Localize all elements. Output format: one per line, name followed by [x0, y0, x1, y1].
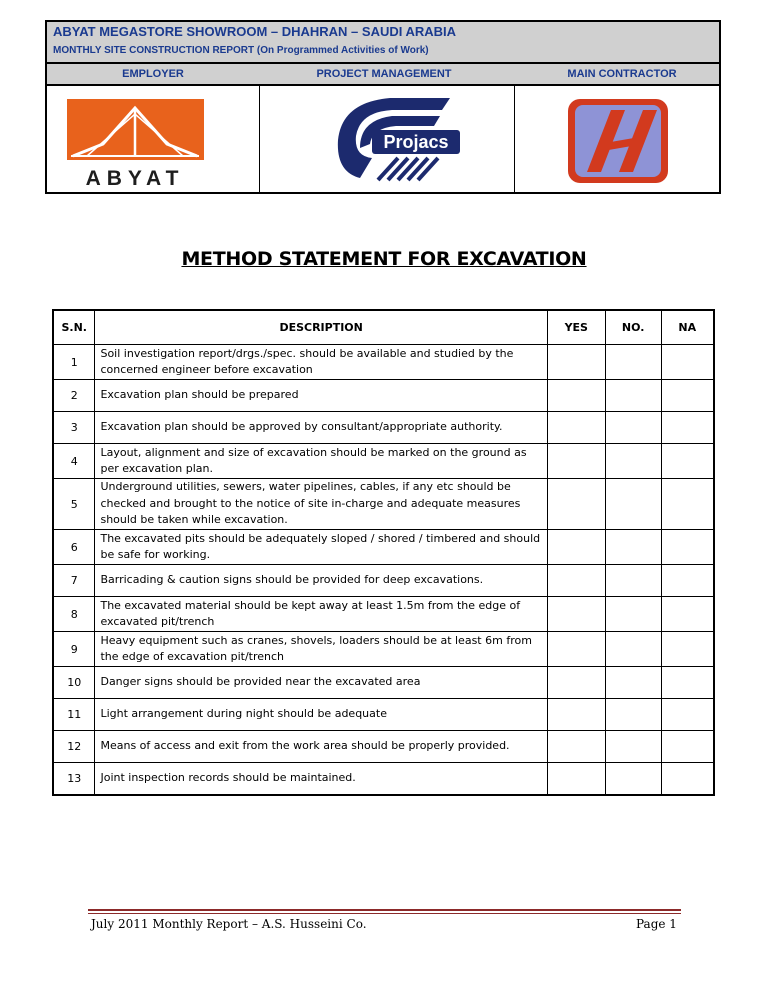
- row-number: 5: [53, 479, 95, 530]
- report-header: [45, 20, 721, 194]
- table-row: [53, 763, 714, 795]
- footer-rule: [88, 909, 681, 911]
- yes-cell[interactable]: [547, 479, 605, 530]
- table-row: [53, 731, 714, 763]
- na-cell[interactable]: [661, 763, 714, 795]
- yes-cell[interactable]: [547, 667, 605, 699]
- yes-cell[interactable]: [547, 412, 605, 444]
- table-row: [53, 699, 714, 731]
- row-description: Underground utilities, sewers, water pipelines, cables, if any etc should be checked and brought to the notice of site in-charge and adequate measures should be taken while excavation.: [95, 479, 547, 530]
- row-description: Excavation plan should be approved by consultant/appropriate authority.: [95, 412, 547, 444]
- table-row: [53, 667, 714, 699]
- table-row: [53, 380, 714, 412]
- no-cell[interactable]: [605, 412, 661, 444]
- checklist-table: [52, 309, 715, 796]
- no-cell[interactable]: [605, 345, 661, 380]
- col-header-no: NO.: [605, 310, 661, 345]
- row-number: 12: [53, 731, 95, 763]
- na-cell[interactable]: [661, 380, 714, 412]
- table-row: [53, 412, 714, 444]
- na-cell[interactable]: [661, 699, 714, 731]
- row-description: Light arrangement during night should be adequate: [95, 699, 547, 731]
- yes-cell[interactable]: [547, 565, 605, 597]
- na-cell[interactable]: [661, 530, 714, 565]
- row-number: 10: [53, 667, 95, 699]
- row-number: 2: [53, 380, 95, 412]
- header-roles-band: [47, 64, 719, 86]
- document-title: METHOD STATEMENT FOR EXCAVATION: [181, 248, 587, 270]
- header-title-band: [47, 22, 719, 64]
- table-header-row: [53, 310, 714, 345]
- row-description: Joint inspection records should be maintained.: [95, 763, 547, 795]
- na-cell[interactable]: [661, 479, 714, 530]
- row-number: 1: [53, 345, 95, 380]
- role-main-contractor: MAIN CONTRACTOR: [567, 68, 677, 80]
- row-number: 11: [53, 699, 95, 731]
- employer-logo-cell: [47, 86, 259, 192]
- contractor-logo-cell: [515, 86, 719, 192]
- row-number: 9: [53, 632, 95, 667]
- na-cell[interactable]: [661, 444, 714, 479]
- no-cell[interactable]: [605, 699, 661, 731]
- abyat-wordmark: ABYAT: [85, 167, 185, 190]
- page-number: Page 1: [636, 917, 677, 931]
- table-row: [53, 565, 714, 597]
- table-row: [53, 479, 714, 530]
- row-description: Barricading & caution signs should be provided for deep excavations.: [95, 565, 547, 597]
- row-number: 7: [53, 565, 95, 597]
- na-cell[interactable]: [661, 565, 714, 597]
- row-description: Layout, alignment and size of excavation should be marked on the ground as per excavation plan.: [95, 444, 547, 479]
- table-row: [53, 444, 714, 479]
- no-cell[interactable]: [605, 530, 661, 565]
- yes-cell[interactable]: [547, 731, 605, 763]
- table-row: [53, 530, 714, 565]
- no-cell[interactable]: [605, 380, 661, 412]
- projacs-wordmark: Projacs: [383, 132, 449, 152]
- report-subtitle: MONTHLY SITE CONSTRUCTION REPORT (On Programmed Activities of Work): [53, 45, 429, 56]
- footer-rule: [88, 913, 681, 914]
- col-header-description: DESCRIPTION: [95, 310, 547, 345]
- yes-cell[interactable]: [547, 597, 605, 632]
- yes-cell[interactable]: [547, 345, 605, 380]
- col-header-sn: S.N.: [53, 310, 95, 345]
- no-cell[interactable]: [605, 444, 661, 479]
- role-employer: EMPLOYER: [122, 68, 184, 80]
- table-row: [53, 597, 714, 632]
- projacs-logo: [260, 86, 514, 192]
- row-number: 13: [53, 763, 95, 795]
- no-cell[interactable]: [605, 667, 661, 699]
- row-number: 4: [53, 444, 95, 479]
- na-cell[interactable]: [661, 632, 714, 667]
- yes-cell[interactable]: [547, 699, 605, 731]
- na-cell[interactable]: [661, 412, 714, 444]
- na-cell[interactable]: [661, 597, 714, 632]
- contractor-logo: [515, 86, 719, 192]
- table-row: [53, 632, 714, 667]
- yes-cell[interactable]: [547, 763, 605, 795]
- na-cell[interactable]: [661, 345, 714, 380]
- col-header-yes: YES: [547, 310, 605, 345]
- row-description: The excavated material should be kept away at least 1.5m from the edge of excavated pit/trench: [95, 597, 547, 632]
- yes-cell[interactable]: [547, 530, 605, 565]
- row-description: Excavation plan should be prepared: [95, 380, 547, 412]
- row-number: 3: [53, 412, 95, 444]
- footer-report-label: July 2011 Monthly Report – A.S. Husseini Co.: [91, 917, 367, 931]
- no-cell[interactable]: [605, 479, 661, 530]
- na-cell[interactable]: [661, 667, 714, 699]
- row-description: Soil investigation report/drgs./spec. should be available and studied by the concerned engineer before excavation: [95, 345, 547, 380]
- abyat-logo: [47, 86, 259, 192]
- row-description: Danger signs should be provided near the excavated area: [95, 667, 547, 699]
- yes-cell[interactable]: [547, 632, 605, 667]
- project-title: ABYAT MEGASTORE SHOWROOM – DHAHRAN – SAUDI ARABIA: [53, 24, 457, 39]
- no-cell[interactable]: [605, 763, 661, 795]
- no-cell[interactable]: [605, 632, 661, 667]
- yes-cell[interactable]: [547, 380, 605, 412]
- yes-cell[interactable]: [547, 444, 605, 479]
- row-number: 6: [53, 530, 95, 565]
- pm-logo-cell: [260, 86, 514, 192]
- no-cell[interactable]: [605, 597, 661, 632]
- no-cell[interactable]: [605, 565, 661, 597]
- no-cell[interactable]: [605, 731, 661, 763]
- row-description: The excavated pits should be adequately sloped / shored / timbered and should be safe for working.: [95, 530, 547, 565]
- na-cell[interactable]: [661, 731, 714, 763]
- role-project-management: PROJECT MANAGEMENT: [316, 68, 452, 80]
- row-description: Heavy equipment such as cranes, shovels, loaders should be at least 6m from the edge of excavation pit/trench: [95, 632, 547, 667]
- row-number: 8: [53, 597, 95, 632]
- table-row: [53, 345, 714, 380]
- row-description: Means of access and exit from the work area should be properly provided.: [95, 731, 547, 763]
- col-header-na: NA: [661, 310, 714, 345]
